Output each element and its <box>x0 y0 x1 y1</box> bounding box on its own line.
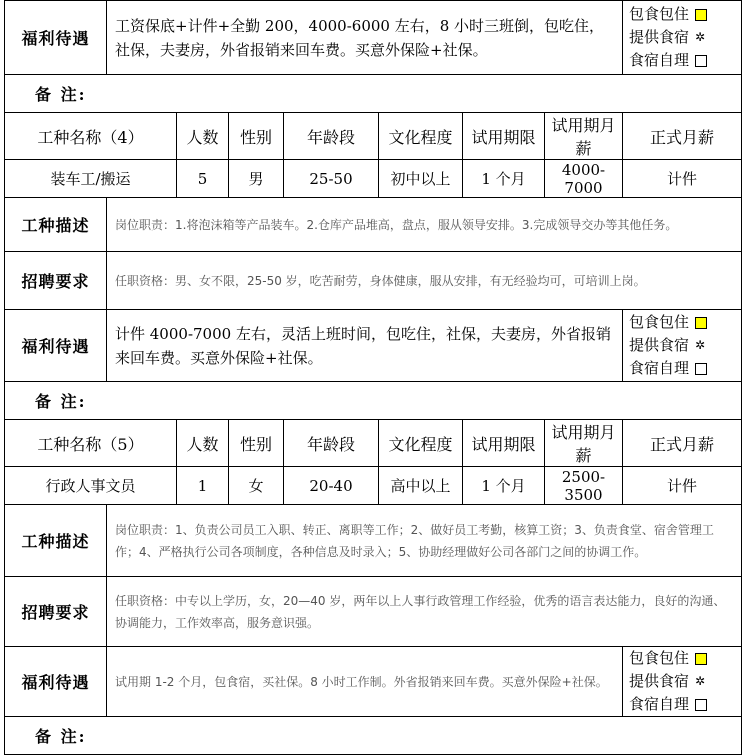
header-count: 人数 <box>177 420 229 467</box>
gear-icon[interactable]: ✲ <box>695 30 706 44</box>
job-salary: 计件 <box>623 467 742 505</box>
job-salary: 计件 <box>623 160 742 198</box>
yellow-box-icon[interactable] <box>695 9 707 21</box>
job-trial-period: 1 个月 <box>463 467 545 505</box>
job-trial-salary: 4000-7000 <box>545 160 623 198</box>
note-label: 备 注: <box>5 382 742 420</box>
header-count: 人数 <box>177 113 229 160</box>
note-row <box>5 75 742 113</box>
job-desc-text: 岗位职责：1.将泡沫箱等产品装车。2.仓库产品堆高，盘点，服从领导安排。3.完成领导交办等其他任务。 <box>107 198 742 252</box>
empty-box-icon[interactable] <box>695 363 707 375</box>
welfare-text: 计件 4000-7000 左右，灵活上班时间，包吃住，社保，夫妻房，外省报销来回车费。买意外保险+社保。 <box>107 310 623 382</box>
header-trial-salary: 试用期月薪 <box>545 420 623 467</box>
gear-icon[interactable]: ✲ <box>695 674 706 688</box>
welfare-options <box>623 310 742 382</box>
welfare-row <box>5 1 742 75</box>
welfare-row <box>5 647 742 717</box>
job-name: 装车工/搬运 <box>5 160 177 198</box>
requirement-label: 招聘要求 <box>5 252 107 310</box>
requirement-row <box>5 577 742 647</box>
requirement-text: 任职资格：男、女不限，25-50 岁，吃苦耐劳，身体健康，服从安排，有无经验均可，可培训上岗。 <box>107 252 742 310</box>
job-title-header: 工种名称（4） <box>5 113 177 160</box>
welfare-text: 试用期 1-2 个月，包食宿，买社保。8 小时工作制。外省报销来回车费。买意外保险+社保。 <box>107 647 623 717</box>
empty-box-icon[interactable] <box>695 55 707 67</box>
job-gender: 女 <box>229 467 284 505</box>
job-age: 20-40 <box>284 467 379 505</box>
note-row <box>5 717 742 755</box>
job-table <box>4 0 742 755</box>
job-trial-salary: 2500-3500 <box>545 467 623 505</box>
option-label: 食宿自理 <box>629 51 690 69</box>
empty-box-icon[interactable] <box>695 699 707 711</box>
header-education: 文化程度 <box>379 113 463 160</box>
job-title-header: 工种名称（5） <box>5 420 177 467</box>
header-row <box>5 420 742 467</box>
note-label: 备 注: <box>5 717 742 755</box>
header-trial-salary: 试用期月薪 <box>545 113 623 160</box>
option-label: 提供食宿 <box>629 336 690 354</box>
header-gender: 性别 <box>229 420 284 467</box>
yellow-box-icon[interactable] <box>695 317 707 329</box>
header-education: 文化程度 <box>379 420 463 467</box>
job-count: 1 <box>177 467 229 505</box>
job-row <box>5 160 742 198</box>
desc-row <box>5 505 742 577</box>
welfare-options <box>623 647 742 717</box>
requirement-row <box>5 252 742 310</box>
job-desc-label: 工种描述 <box>5 198 107 252</box>
job-education: 初中以上 <box>379 160 463 198</box>
welfare-row <box>5 310 742 382</box>
note-row <box>5 382 742 420</box>
job-trial-period: 1 个月 <box>463 160 545 198</box>
option-label: 提供食宿 <box>629 672 690 690</box>
job-desc-text: 岗位职责：1、负责公司员工入职、转正、离职等工作；2、做好员工考勤，核算工资；3、负责食堂、宿舍管理工作；4、严格执行公司各项制度，各种信息及时录入；5、协助经理做好公司各部门之间的协调工作。 <box>107 505 742 577</box>
option-label: 食宿自理 <box>629 695 690 713</box>
welfare-label: 福利待遇 <box>5 647 107 717</box>
requirement-text: 任职资格：中专以上学历，女，20—40 岁，两年以上人事行政管理工作经验，优秀的语言表达能力，良好的沟通、协调能力，工作效率高，服务意识强。 <box>107 577 742 647</box>
job-age: 25-50 <box>284 160 379 198</box>
welfare-label: 福利待遇 <box>5 310 107 382</box>
header-row <box>5 113 742 160</box>
job-gender: 男 <box>229 160 284 198</box>
header-salary: 正式月薪 <box>623 113 742 160</box>
header-gender: 性别 <box>229 113 284 160</box>
desc-row <box>5 198 742 252</box>
option-label: 食宿自理 <box>629 359 690 377</box>
header-trial-period: 试用期限 <box>463 420 545 467</box>
option-label: 包食包住 <box>629 313 690 331</box>
job-row <box>5 467 742 505</box>
note-label: 备 注: <box>5 75 742 113</box>
welfare-text: 工资保底+计件+全勤 200，4000-6000 左右，8 小时三班倒，包吃住，社保，夫妻房，外省报销来回车费。买意外保险+社保。 <box>107 1 623 75</box>
welfare-options <box>623 1 742 75</box>
job-education: 高中以上 <box>379 467 463 505</box>
header-age: 年龄段 <box>284 420 379 467</box>
job-count: 5 <box>177 160 229 198</box>
gear-icon[interactable]: ✲ <box>695 338 706 352</box>
option-label: 包食包住 <box>629 5 690 23</box>
requirement-label: 招聘要求 <box>5 577 107 647</box>
job-name: 行政人事文员 <box>5 467 177 505</box>
welfare-label: 福利待遇 <box>5 1 107 75</box>
header-age: 年龄段 <box>284 113 379 160</box>
header-salary: 正式月薪 <box>623 420 742 467</box>
job-desc-label: 工种描述 <box>5 505 107 577</box>
yellow-box-icon[interactable] <box>695 653 707 665</box>
option-label: 提供食宿 <box>629 28 690 46</box>
header-trial-period: 试用期限 <box>463 113 545 160</box>
option-label: 包食包住 <box>629 649 690 667</box>
